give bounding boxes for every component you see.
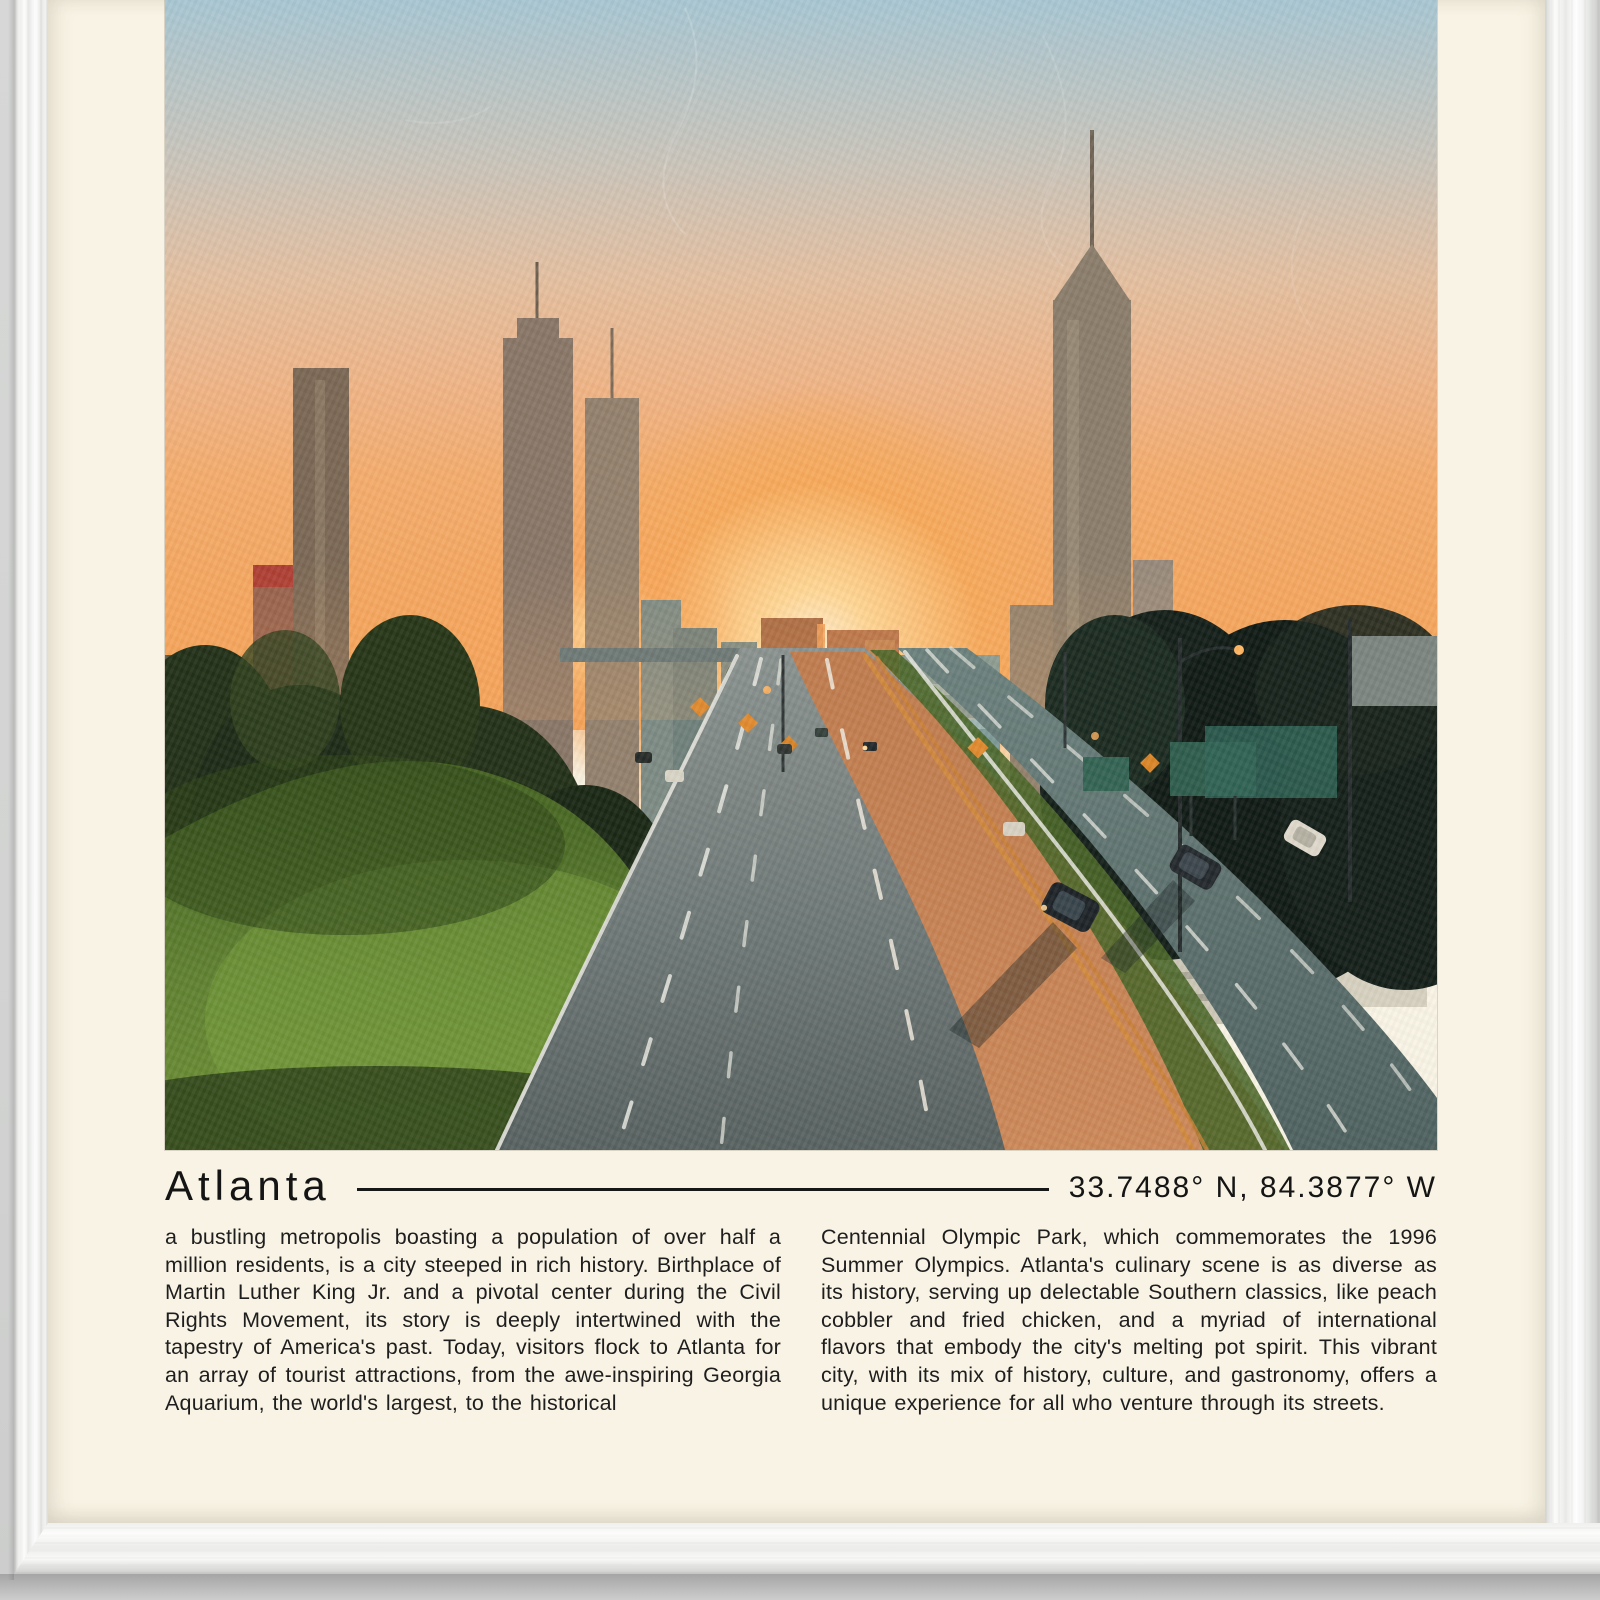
frame-bottom-molding [14,1523,1600,1574]
coordinates-label: 33.7488° N, 84.3877° W [1068,1171,1437,1204]
artwork-canvas [165,0,1437,1150]
poster-paper [48,0,1545,1523]
frame-right-molding [1545,0,1600,1574]
description-left-column: a bustling metropolis boasting a population of over half a million residents, is a city steeped in rich history. Birthplace of Martin Luther King Jr. and a pivotal center during the Civil Rights Movement, its story is deeply intertwined with the tapestry of America's past. Today, visitors flock to Atlanta for an array of tourist attractions, from the awe-inspiring Georgia Aquarium, the world's largest, to the historical [165,1225,781,1415]
frame-drop-shadow [0,1574,1600,1600]
description-columns [165,1224,1437,1417]
city-title: Atlanta [165,1162,331,1209]
divider-line [357,1188,1049,1191]
caption-row [165,1158,1437,1214]
frame-left-molding [14,0,48,1574]
frame-left-shadow [8,0,14,1580]
atlanta-sunset-artwork [165,0,1437,1150]
description-right-column: Centennial Olympic Park, which commemorates the 1996 Summer Olympics. Atlanta's culinary scene is as diverse as its history, serving up delectable Southern classics, like peach cobbler and fried chicken, and a myriad of international flavors that embody the city's melting pot spirit. This vibrant city, with its mix of history, culture, and gastronomy, offers a unique experience for all who venture through its streets. [821,1225,1437,1415]
